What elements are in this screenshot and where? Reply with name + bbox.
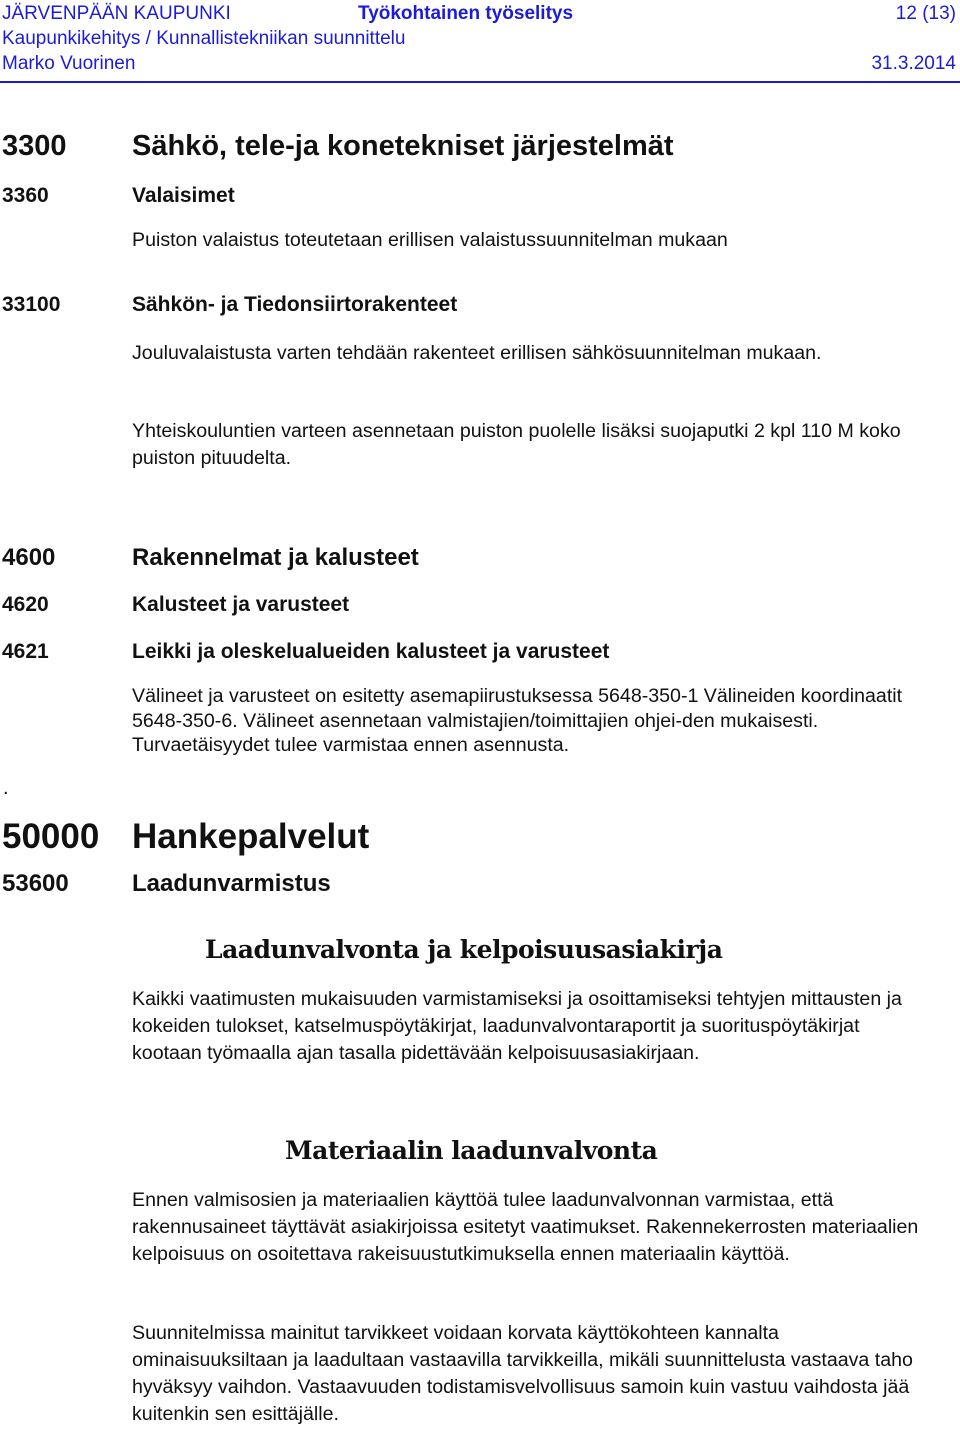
subsection-text-materiaalin-a [132,1187,947,1268]
subsection-text-materiaalin-b [132,1320,932,1428]
section-code-3300: 3300 [2,130,67,162]
section-title-4600: Rakennelmat ja kalusteet [132,544,419,571]
section-title-33100: Sähkön- ja Tiedonsiirtorakenteet [132,293,458,316]
section-code-3360: 3360 [2,184,49,207]
section-code-53600: 53600 [2,870,69,897]
section-paragraph: Kaikki vaatimusten mukaisuuden varmistamiseksi ja osoittamiseksi tehtyjen mittausten ja kokeiden tulokset, katselmuspöytäkirjat, laadunvalvontaraportit ja suorituspöytäkirjat kootaan työmaalla ajan tasalla pidettävään kelpoisuusasiakirjaan. [132,988,902,1064]
section-code-50000: 50000 [2,817,100,856]
section-title-4621: Leikki ja oleskelualueiden kalusteet ja varusteet [132,640,610,663]
section-code-4621: 4621 [2,640,49,663]
header-doc-title: Työkohtainen työselitys [358,3,574,24]
section-text-33100-b [132,418,952,473]
header-department: Kaupunkikehitys / Kunnallistekniikan suunnittelu [2,28,406,49]
section-text-33100-a [132,340,892,367]
section-title-3360: Valaisimet [132,184,235,207]
section-text-3360 [132,227,958,254]
section-paragraph: Välineet ja varusteet on esitetty asemapiirustuksessa 5648-350-1 Välineiden koordinaatit 5648-350-6. Välineet asennetaan valmistajien/toimittajien ohjei-den mukaisesti. Turvaetäisyydet tulee varmistaa ennen asennusta. [132,685,903,756]
section-code-33100: 33100 [2,293,61,316]
section-paragraph: Ennen valmisosien ja materiaalien käyttöä tulee laadunvalvonnan varmistaa, että rakennusaineet täyttävät asiakirjoissa esitetyt vaatimukset. Rakennekerrosten materiaalien kelpoisuus on osoitettava rakeisuustutkimuksella ennen materiaalin käyttöä. [132,1189,919,1265]
subsection-title-laadunvalvonta: Laadunvalvonta ja kelpoisuusasiakirja [205,935,723,964]
section-paragraph: Suunnitelmissa mainitut tarvikkeet voidaan korvata käyttökohteen kannalta ominaisuuksiltaan ja laadultaan vastaavilla tarvikkeilla, mikäli suunnittelusta vastaava taho hyväksyy vaihdon. Vastaavuuden todistamisvelvollisuus samoin kuin vastuu vaihdosta jää kuitenkin sen esittäjälle. [132,1322,913,1425]
subsection-title-materiaalin: Materiaalin laadunvalvonta [285,1136,658,1165]
section-title-4620: Kalusteet ja varusteet [132,593,350,616]
section-paragraph: Puiston valaistus toteutetaan erillisen valaistussuunnitelman mukaan [132,229,728,251]
section-title-3300: Sähkö, tele-ja konetekniset järjestelmät [132,130,674,162]
header-organization: JÄRVENPÄÄN KAUPUNKI [2,3,231,24]
section-title-53600: Laadunvarmistus [132,870,331,897]
section-paragraph: Jouluvalaistusta varten tehdään rakenteet erillisen sähkösuunnitelman mukaan. [132,342,822,364]
section-title-50000: Hankepalvelut [132,817,370,856]
header-rule [0,81,960,83]
section-code-4620: 4620 [2,593,49,616]
stray-dot: . [3,777,9,799]
section-code-4600: 4600 [2,544,56,571]
section-text-4621 [132,684,947,758]
section-paragraph: Yhteiskouluntien varteen asennetaan puiston puolelle lisäksi suojaputki 2 kpl 110 M koko puiston pituudelta. [132,420,901,470]
header-date: 31.3.2014 [871,53,956,74]
subsection-text-laadunvalvonta [132,986,932,1067]
header-page-number: 12 (13) [895,3,956,24]
header-author: Marko Vuorinen [2,53,136,74]
